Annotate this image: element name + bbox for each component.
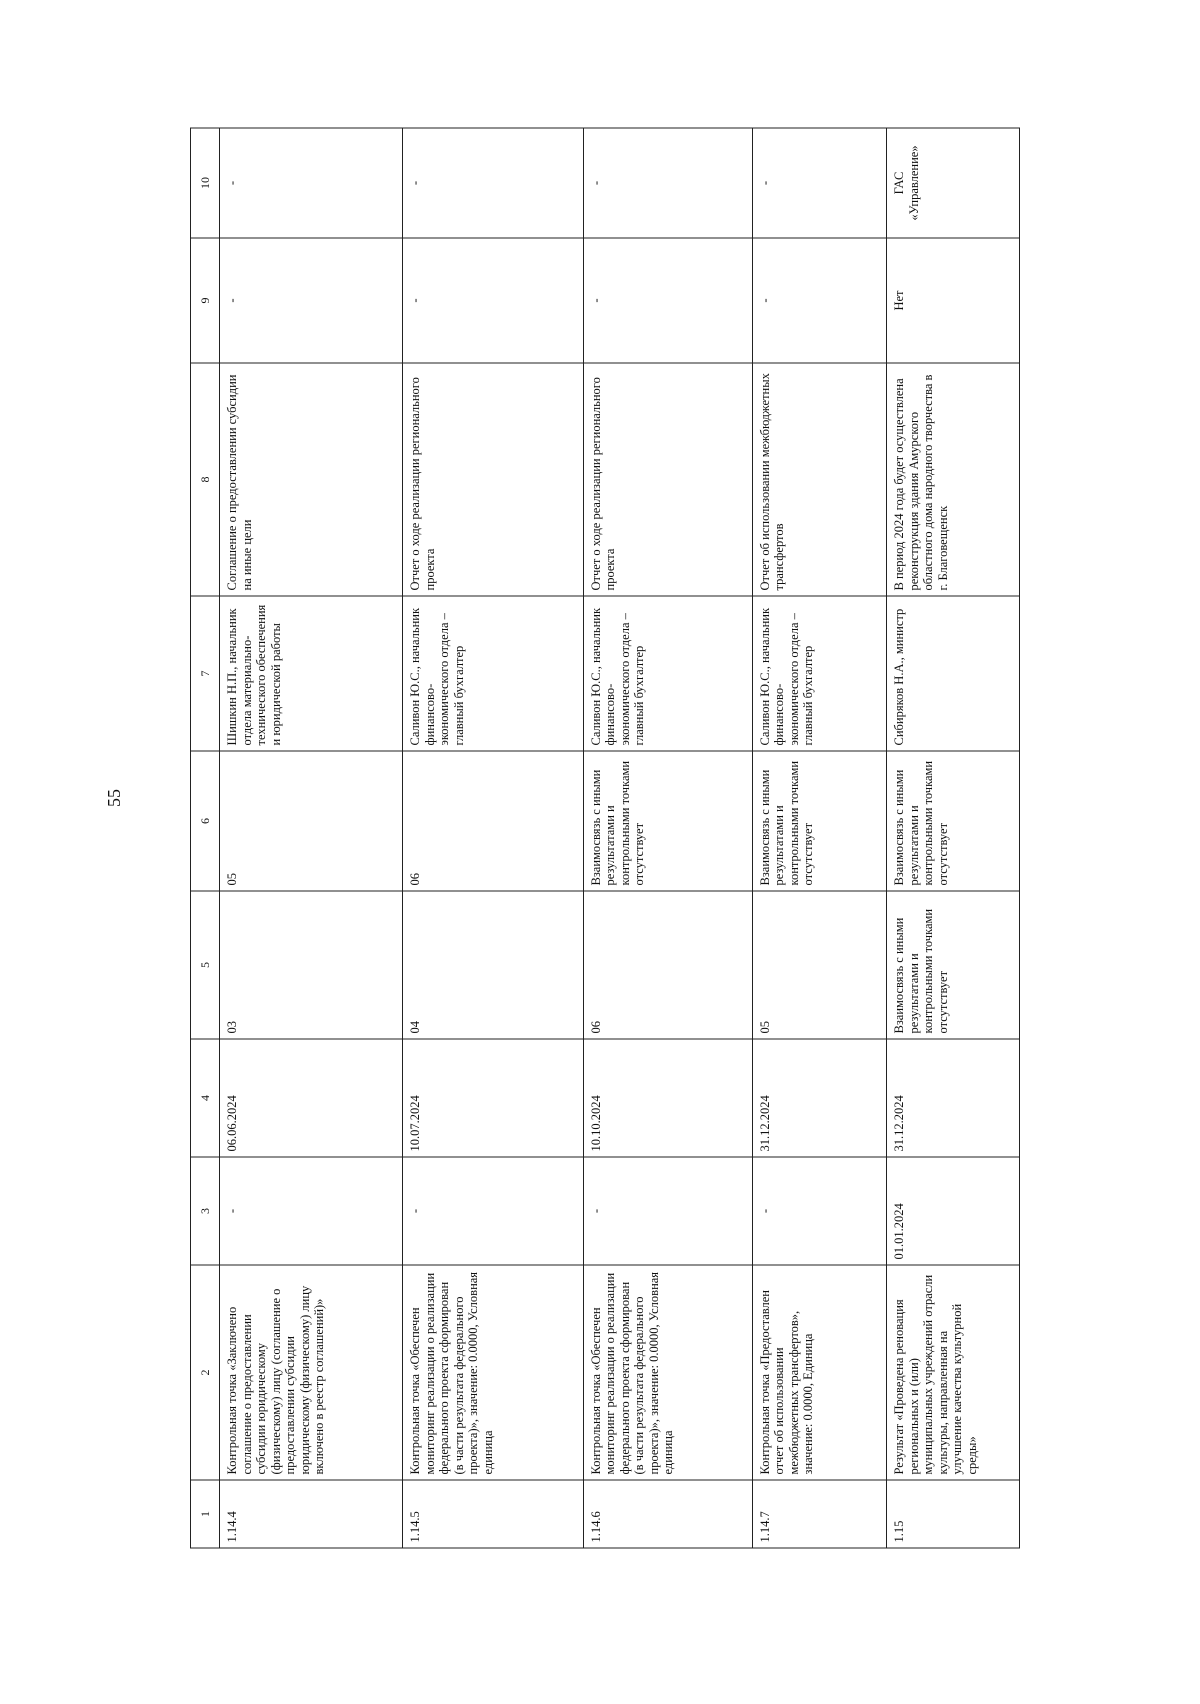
cell-col10: -	[220, 128, 403, 238]
cell-end-date: 31.12.2024	[887, 1039, 1020, 1157]
cell-number: 1.14.6	[583, 1480, 752, 1548]
cell-responsible: Саливон Ю.С., начальник финансово-экономического отдела – главный бухгалтер	[583, 596, 752, 751]
column-header-5: 5	[191, 891, 220, 1039]
table-row	[403, 128, 584, 1548]
column-header-7: 7	[191, 596, 220, 751]
cell-name: Контрольная точка «Предоставлен отчет об использовании межбюджетных трансфертов», значение: 0.0000, Единица	[752, 1265, 887, 1480]
cell-number: 1.14.4	[220, 1480, 403, 1548]
cell-name: Контрольная точка «Заключено соглашение о предоставлении субсидии юридическому (физическому) лицу (соглашение о предоставлении субсидии юридическому (физическому) лицу включено в реестр соглашений)»	[220, 1265, 403, 1480]
cell-end-date: 10.10.2024	[583, 1039, 752, 1157]
cell-end-date: 10.07.2024	[403, 1039, 584, 1157]
cell-col10: ГАС «Управление»	[887, 128, 1020, 238]
column-header-1: 1	[191, 1480, 220, 1548]
cell-col10: -	[583, 128, 752, 238]
cell-col9: -	[403, 238, 584, 363]
column-header-9: 9	[191, 238, 220, 363]
cell-predecessor: 03	[220, 891, 403, 1039]
cell-responsible: Сибиряков Н.А., министр	[887, 596, 1020, 751]
cell-result-description: Отчет об использовании межбюджетных трансфертов	[752, 363, 887, 596]
page-number: 55	[104, 789, 124, 807]
cell-col9: -	[583, 238, 752, 363]
column-header-2: 2	[191, 1265, 220, 1480]
cell-end-date: 31.12.2024	[752, 1039, 887, 1157]
cell-result-description: Отчет о ходе реализации регионального проекта	[403, 363, 584, 596]
cell-col9: -	[752, 238, 887, 363]
table-row	[752, 128, 887, 1548]
cell-start-date: -	[583, 1157, 752, 1265]
column-header-3: 3	[191, 1157, 220, 1265]
column-header-8: 8	[191, 363, 220, 596]
table-row	[583, 128, 752, 1548]
cell-successor: 06	[403, 751, 584, 891]
cell-result-description: Соглашение о предоставлении субсидии на иные цели	[220, 363, 403, 596]
cell-name: Контрольная точка «Обеспечен мониторинг реализации о реализации федерального проекта сформирован (в части результата федерального проекта)», значение: 0.0000, Условная единица	[583, 1265, 752, 1480]
cell-predecessor: 06	[583, 891, 752, 1039]
cell-name: Результат «Проведена реновация региональных и (или) муниципальных учреждений отрасли культуры, направленная на улучшение качества культурной среды»	[887, 1265, 1020, 1480]
cell-start-date: -	[403, 1157, 584, 1265]
cell-col10: -	[752, 128, 887, 238]
column-header-6: 6	[191, 751, 220, 891]
cell-number: 1.14.5	[403, 1480, 584, 1548]
cell-name: Контрольная точка «Обеспечен мониторинг реализации о реализации федерального проекта сформирован (в части результата федерального проекта)», значение: 0.0000, Условная единица	[403, 1265, 584, 1480]
cell-predecessor: 05	[752, 891, 887, 1039]
cell-result-description: Отчет о ходе реализации регионального проекта	[583, 363, 752, 596]
cell-col9: -	[220, 238, 403, 363]
table-row	[220, 128, 403, 1548]
cell-number: 1.15	[887, 1480, 1020, 1548]
cell-result-description: В период 2024 года будет осуществлена реконструкция здания Амурского областного дома народного творчества в г. Благовещенск	[887, 363, 1020, 596]
cell-end-date: 06.06.2024	[220, 1039, 403, 1157]
cell-successor: Взаимосвязь с иными результатами и контрольными точками отсутствует	[887, 751, 1020, 891]
cell-responsible: Саливон Ю.С., начальник финансово-экономического отдела – главный бухгалтер	[403, 596, 584, 751]
cell-col10: -	[403, 128, 584, 238]
table-container	[190, 128, 1020, 1548]
cell-start-date: 01.01.2024	[887, 1157, 1020, 1265]
cell-successor: 05	[220, 751, 403, 891]
cell-predecessor: Взаимосвязь с иными результатами и контрольными точками отсутствует	[887, 891, 1020, 1039]
cell-responsible: Саливон Ю.С., начальник финансово-экономического отдела – главный бухгалтер	[752, 596, 887, 751]
cell-responsible: Шишкин Н.П., начальник отдела материально-технического обеспечения и юридической работы	[220, 596, 403, 751]
cell-predecessor: 04	[403, 891, 584, 1039]
cell-successor: Взаимосвязь с иными результатами и контрольными точками отсутствует	[583, 751, 752, 891]
column-header-10: 10	[191, 128, 220, 238]
cell-start-date: -	[220, 1157, 403, 1265]
table-row	[887, 128, 1020, 1548]
column-header-4: 4	[191, 1039, 220, 1157]
cell-col9: Нет	[887, 238, 1020, 363]
header-row	[191, 128, 220, 1548]
cell-start-date: -	[752, 1157, 887, 1265]
cell-number: 1.14.7	[752, 1480, 887, 1548]
cell-successor: Взаимосвязь с иными результатами и контрольными точками отсутствует	[752, 751, 887, 891]
results-table	[190, 128, 1020, 1549]
